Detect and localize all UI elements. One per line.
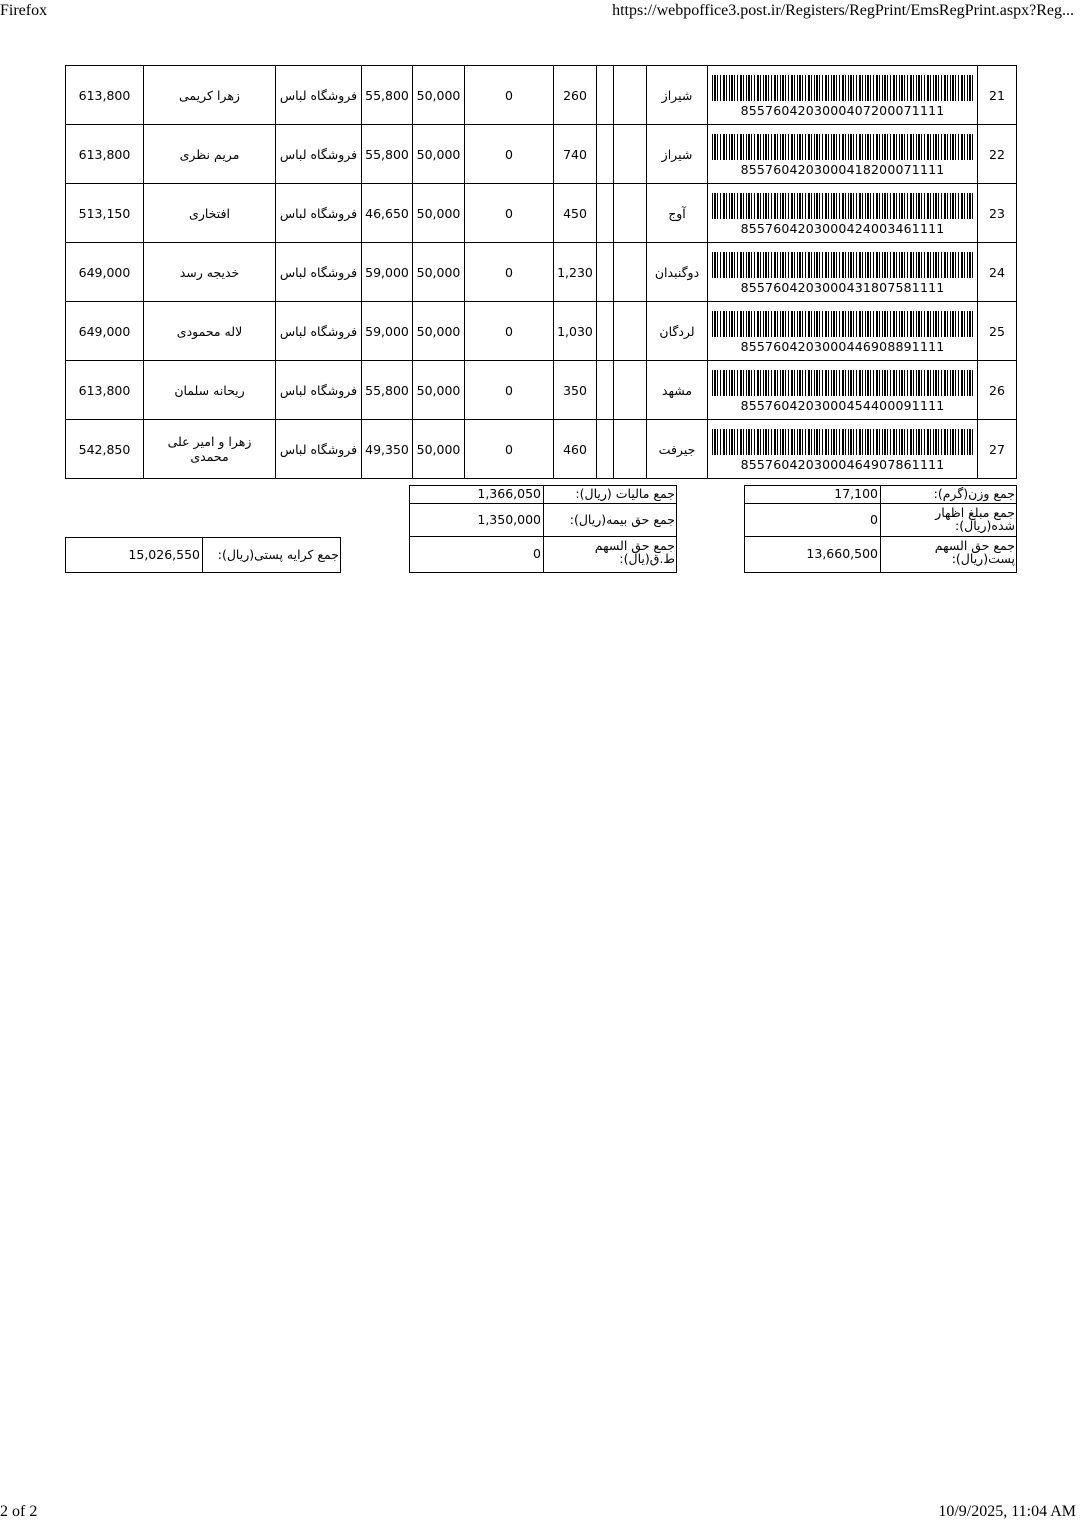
destination-city-cell: مشهد — [647, 361, 708, 420]
sender-shop-cell: فروشگاه لباس — [276, 420, 362, 479]
destination-city-cell: آوج — [647, 184, 708, 243]
empty-cell — [597, 184, 614, 243]
barcode-image — [712, 134, 973, 160]
postage-cell: 55,800 — [362, 125, 413, 184]
row-number-cell: 23 — [978, 184, 1017, 243]
declared-value-cell: 0 — [465, 361, 554, 420]
empty-cell — [614, 243, 647, 302]
table-row — [66, 361, 1017, 420]
barcode-cell — [708, 66, 978, 125]
table-row — [66, 243, 1017, 302]
row-number-cell: 27 — [978, 420, 1017, 479]
empty-cell — [614, 66, 647, 125]
destination-city-cell: لردگان — [647, 302, 708, 361]
sender-shop-cell: فروشگاه لباس — [276, 66, 362, 125]
browser-title: Firefox — [0, 2, 48, 19]
weight-cell: 1,030 — [554, 302, 597, 361]
weight-cell: 460 — [554, 420, 597, 479]
barcode-number: 8557604203000454400091111 — [740, 397, 945, 413]
barcode-image — [712, 311, 973, 337]
barcode-number: 8557604203000407200071111 — [740, 102, 945, 118]
barcode-image — [712, 75, 973, 101]
postage-cell: 46,650 — [362, 184, 413, 243]
share-tq-value: 0 — [533, 546, 541, 561]
weight-cell: 450 — [554, 184, 597, 243]
insurance-cell: 50,000 — [413, 66, 465, 125]
barcode-cell — [708, 184, 978, 243]
declared-value-cell: 0 — [465, 184, 554, 243]
empty-cell — [614, 420, 647, 479]
empty-cell — [614, 125, 647, 184]
empty-cell — [614, 184, 647, 243]
declared-value-cell: 0 — [465, 420, 554, 479]
barcode-number: 8557604203000446908891111 — [740, 338, 945, 354]
empty-cell — [597, 302, 614, 361]
empty-cell — [597, 125, 614, 184]
insurance-cell: 50,000 — [413, 125, 465, 184]
tax-label: جمع مالیات (ریال): — [575, 486, 675, 501]
postage-cell: 49,350 — [362, 420, 413, 479]
postage-total — [65, 537, 341, 573]
declared-value-cell: 0 — [465, 243, 554, 302]
empty-cell — [597, 420, 614, 479]
shipments-table — [65, 65, 1017, 479]
barcode-cell — [708, 420, 978, 479]
barcode-image — [712, 370, 973, 396]
recipient-name-cell: خدیجه رسد — [144, 243, 276, 302]
barcode-number: 8557604203000424003461111 — [740, 220, 945, 236]
weight-cell: 350 — [554, 361, 597, 420]
declared-label: جمع مبلغ اظهار شده(ریال): — [935, 505, 1015, 533]
barcode-cell — [708, 361, 978, 420]
postage-cell: 55,800 — [362, 66, 413, 125]
row-number-cell: 26 — [978, 361, 1017, 420]
empty-cell — [614, 302, 647, 361]
total-amount-cell: 613,800 — [66, 66, 144, 125]
postage-cell: 59,000 — [362, 302, 413, 361]
weight-value: 17,100 — [834, 486, 878, 501]
postage-cell: 55,800 — [362, 361, 413, 420]
barcode-cell — [708, 125, 978, 184]
print-datetime: 10/9/2025, 11:04 AM — [938, 1503, 1076, 1520]
table-row — [66, 420, 1017, 479]
barcode-image — [712, 252, 973, 278]
insurance-cell: 50,000 — [413, 184, 465, 243]
total-amount-cell: 513,150 — [66, 184, 144, 243]
insurance-cell: 50,000 — [413, 361, 465, 420]
page-indicator: 2 of 2 — [0, 1503, 38, 1520]
page-url: https://webpoffice3.post.ir/Registers/RegPrint/EmsRegPrint.aspx?Reg... — [612, 2, 1074, 19]
declared-value-cell: 0 — [465, 302, 554, 361]
postage-label: جمع کرایه پستی(ریال): — [217, 547, 339, 562]
insurance-cell: 50,000 — [413, 243, 465, 302]
destination-city-cell: دوگنبدان — [647, 243, 708, 302]
share-post-label: جمع حق السهم پست(ریال): — [934, 538, 1015, 566]
destination-city-cell: جیرفت — [647, 420, 708, 479]
destination-city-cell: شیراز — [647, 66, 708, 125]
declared-value-cell: 0 — [465, 66, 554, 125]
total-amount-cell: 649,000 — [66, 302, 144, 361]
empty-cell — [614, 361, 647, 420]
insurance-value: 1,350,000 — [477, 512, 541, 527]
table-row — [66, 302, 1017, 361]
weight-cell: 260 — [554, 66, 597, 125]
row-number-cell: 25 — [978, 302, 1017, 361]
summary-left — [409, 485, 677, 573]
weight-label: جمع وزن(گرم): — [933, 486, 1015, 501]
barcode-image — [712, 193, 973, 219]
row-number-cell: 21 — [978, 66, 1017, 125]
barcode-number: 8557604203000464907861111 — [740, 456, 945, 472]
total-amount-cell: 613,800 — [66, 361, 144, 420]
weight-cell: 1,230 — [554, 243, 597, 302]
row-number-cell: 24 — [978, 243, 1017, 302]
total-amount-cell: 542,850 — [66, 420, 144, 479]
table-row — [66, 66, 1017, 125]
table-row — [66, 125, 1017, 184]
sender-shop-cell: فروشگاه لباس — [276, 302, 362, 361]
declared-value: 0 — [870, 512, 878, 527]
table-row — [66, 184, 1017, 243]
barcode-number: 8557604203000431807581111 — [740, 279, 945, 295]
tax-value: 1,366,050 — [477, 486, 541, 501]
empty-cell — [597, 66, 614, 125]
recipient-name-cell: زهرا کریمی — [144, 66, 276, 125]
share-tq-label: جمع حق السهم ط.ق(یال): — [594, 538, 675, 566]
insurance-cell: 50,000 — [413, 302, 465, 361]
empty-cell — [597, 361, 614, 420]
total-amount-cell: 649,000 — [66, 243, 144, 302]
postage-cell: 59,000 — [362, 243, 413, 302]
barcode-cell — [708, 302, 978, 361]
sender-shop-cell: فروشگاه لباس — [276, 243, 362, 302]
empty-cell — [597, 243, 614, 302]
recipient-name-cell: زهرا و امیر علی محمدی — [144, 420, 276, 479]
destination-city-cell: شیراز — [647, 125, 708, 184]
summary-right — [744, 485, 1017, 573]
declared-value-cell: 0 — [465, 125, 554, 184]
sender-shop-cell: فروشگاه لباس — [276, 361, 362, 420]
recipient-name-cell: مریم نظری — [144, 125, 276, 184]
recipient-name-cell: لاله محمودی — [144, 302, 276, 361]
sender-shop-cell: فروشگاه لباس — [276, 125, 362, 184]
barcode-cell — [708, 243, 978, 302]
sender-shop-cell: فروشگاه لباس — [276, 184, 362, 243]
insurance-label: جمع حق بیمه(ریال): — [569, 512, 675, 527]
postage-value: 15,026,550 — [128, 547, 200, 562]
recipient-name-cell: ریحانه سلمان — [144, 361, 276, 420]
total-amount-cell: 613,800 — [66, 125, 144, 184]
barcode-image — [712, 429, 973, 455]
share-post-value: 13,660,500 — [806, 546, 878, 561]
barcode-number: 8557604203000418200071111 — [740, 161, 945, 177]
row-number-cell: 22 — [978, 125, 1017, 184]
insurance-cell: 50,000 — [413, 420, 465, 479]
recipient-name-cell: افتخاری — [144, 184, 276, 243]
weight-cell: 740 — [554, 125, 597, 184]
